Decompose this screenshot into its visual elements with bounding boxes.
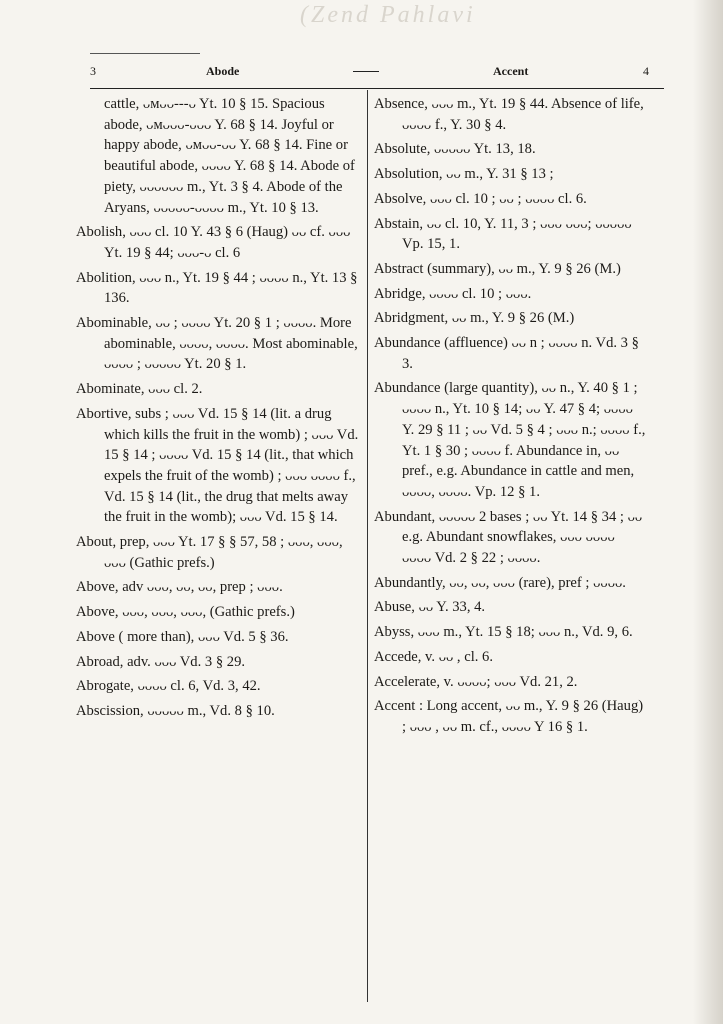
entry-abrogate: Abrogate, ᴗᴗᴗᴗ cl. 6, Vd. 3, 42.	[76, 678, 261, 695]
entry-abridge: Abridge, ᴗᴗᴗᴗ cl. 10 ; ᴗᴗᴗ.	[374, 285, 532, 302]
bleed-through-text: (Zend Pahlavi	[300, 2, 476, 28]
entry-abstain: Abstain, ᴗᴗ cl. 10, Y. 11, 3 ; ᴗᴗᴗ ᴗᴗᴗ; ᴗᴗᴗᴗᴗ Vp. 15, 1.	[374, 215, 632, 253]
entry-abode-continued: cattle, ᴗᴍᴗᴗ---ᴗ Yt. 10 § 15. Spacious abode, ᴗᴍᴗᴗᴗ-ᴗᴗᴗ Y. 68 § 14. Joyful or happy abode, ᴗᴍᴗᴗ-ᴗᴗ Y. 68 § 14. Fine or beautiful abode, ᴗᴗᴗᴗ Y. 68 § 14. Abode of piety, ᴗᴗᴗᴗᴗᴗ m., Yt. 3 § 4. Abode of the Aryans, ᴗᴗᴗᴗᴗ-ᴗᴗᴗᴗ m., Yt. 10 § 13.	[104, 96, 355, 216]
right-running-head: Accent	[493, 64, 529, 78]
header-rule	[90, 88, 664, 89]
entry-above-adv: Above, adv ᴗᴗᴗ, ᴗᴗ, ᴗᴗ, prep ; ᴗᴗᴗ.	[76, 579, 283, 596]
entry-abridgment: Abridgment, ᴗᴗ m., Y. 9 § 26 (M.)	[374, 310, 575, 327]
entry-abundance-quantity: Abundance (large quantity), ᴗᴗ n., Y. 40 § 1 ; ᴗᴗᴗᴗ n., Yt. 10 § 14; ᴗᴗ Y. 47 § 4; ᴗᴗᴗᴗ Y. 29 § 11 ; ᴗᴗ Vd. 5 § 4 ; ᴗᴗᴗ n.; ᴗᴗᴗᴗ f., Yt. 1 § 30 ; ᴗᴗᴗᴗ f. Abundance in, ᴗᴗ pref., e.g. Abundance in cattle and men, ᴗᴗᴗᴗ, ᴗᴗᴗᴗ. Vp. 12 § 1.	[374, 380, 646, 500]
header-dash	[353, 71, 379, 72]
entry-abominable: Abominable, ᴗᴗ ; ᴗᴗᴗᴗ Yt. 20 § 1 ; ᴗᴗᴗᴗ. More abominable, ᴗᴗᴗᴗ, ᴗᴗᴗᴗ. Most abominable, ᴗᴗᴗᴗ ; ᴗᴗᴗᴗᴗ Yt. 20 § 1.	[76, 315, 358, 373]
right-page-number: 4	[643, 64, 649, 78]
entry-absence: Absence, ᴗᴗᴗ m., Yt. 19 § 44. Absence of life, ᴗᴗᴗᴗ f., Y. 30 § 4.	[374, 96, 644, 133]
entry-abuse: Abuse, ᴗᴗ Y. 33, 4.	[374, 599, 486, 616]
entry-absolute: Absolute, ᴗᴗᴗᴗᴗ Yt. 13, 18.	[374, 141, 536, 158]
entry-abyss: Abyss, ᴗᴗᴗ m., Yt. 15 § 18; ᴗᴗᴗ n., Vd. 9, 6.	[374, 624, 633, 641]
entry-abortive: Abortive, subs ; ᴗᴗᴗ Vd. 15 § 14 (lit. a drug which kills the fruit in the womb) ; ᴗᴗᴗ Vd. 15 § 14 ; ᴗᴗᴗᴗ Vd. 15 § 14 (lit., that which expels the fruit of the womb) ; ᴗᴗᴗ ᴗᴗᴗᴗ f., Vd. 15 § 14 (lit., the drug that melts away the fruit in the womb); ᴗᴗᴗ Vd. 15 § 14.	[76, 405, 359, 526]
column-divider	[367, 90, 368, 1002]
entry-abscission: Abscission, ᴗᴗᴗᴗᴗ m., Vd. 8 § 10.	[76, 702, 275, 719]
entry-absolve: Absolve, ᴗᴗᴗ cl. 10 ; ᴗᴗ ; ᴗᴗᴗᴗ cl. 6.	[374, 190, 587, 207]
right-column	[374, 94, 646, 742]
top-short-rule	[90, 53, 200, 54]
entry-above-gathic: Above, ᴗᴗᴗ, ᴗᴗᴗ, ᴗᴗᴗ, (Gathic prefs.)	[76, 604, 295, 621]
entry-accede: Accede, v. ᴗᴗ , cl. 6.	[374, 648, 494, 665]
left-running-head: Abode	[206, 64, 240, 78]
entry-about: About, prep, ᴗᴗᴗ Yt. 17 § § 57, 58 ; ᴗᴗᴗ, ᴗᴗᴗ, ᴗᴗᴗ (Gathic prefs.)	[76, 534, 343, 571]
entry-absolution: Absolution, ᴗᴗ m., Y. 31 § 13 ;	[374, 166, 554, 183]
left-page-number: 3	[90, 64, 96, 78]
entry-abundance-affluence: Abundance (affluence) ᴗᴗ n ; ᴗᴗᴗᴗ n. Vd. 3 § 3.	[374, 335, 639, 372]
entry-abolish: Abolish, ᴗᴗᴗ cl. 10 Y. 43 § 6 (Haug) ᴗᴗ cf. ᴗᴗᴗ Yt. 19 § 44; ᴗᴗᴗ-ᴗ cl. 6	[76, 224, 351, 261]
entry-abroad: Abroad, adv. ᴗᴗᴗ Vd. 3 § 29.	[76, 653, 246, 670]
entry-abundant: Abundant, ᴗᴗᴗᴗᴗ 2 bases ; ᴗᴗ Yt. 14 § 34 ; ᴗᴗ e.g. Abundant snowflakes, ᴗᴗᴗ ᴗᴗᴗᴗ ᴗᴗᴗᴗ Vd. 2 § 22 ; ᴗᴗᴗᴗ.	[374, 508, 643, 567]
entry-abstract: Abstract (summary), ᴗᴗ m., Y. 9 § 26 (M.)	[374, 260, 621, 277]
entry-abolition: Abolition, ᴗᴗᴗ n., Yt. 19 § 44 ; ᴗᴗᴗᴗ n., Yt. 13 § 136.	[76, 269, 358, 307]
entry-accent: Accent : Long accent, ᴗᴗ m., Y. 9 § 26 (Haug) ; ᴗᴗᴗ , ᴗᴗ m. cf., ᴗᴗᴗᴗ Y 16 § 1.	[374, 698, 644, 735]
entry-abominate: Abominate, ᴗᴗᴗ cl. 2.	[76, 381, 203, 398]
entry-above-more-than: Above ( more than), ᴗᴗᴗ Vd. 5 § 36.	[76, 628, 289, 645]
entry-accelerate: Accelerate, v. ᴗᴗᴗᴗ; ᴗᴗᴗ Vd. 21, 2.	[374, 673, 578, 690]
entry-abundantly: Abundantly, ᴗᴗ, ᴗᴗ, ᴗᴗᴗ (rare), pref ; ᴗᴗᴗᴗ.	[374, 574, 626, 591]
page-edge-shadow	[693, 0, 723, 1024]
left-column	[76, 94, 363, 726]
